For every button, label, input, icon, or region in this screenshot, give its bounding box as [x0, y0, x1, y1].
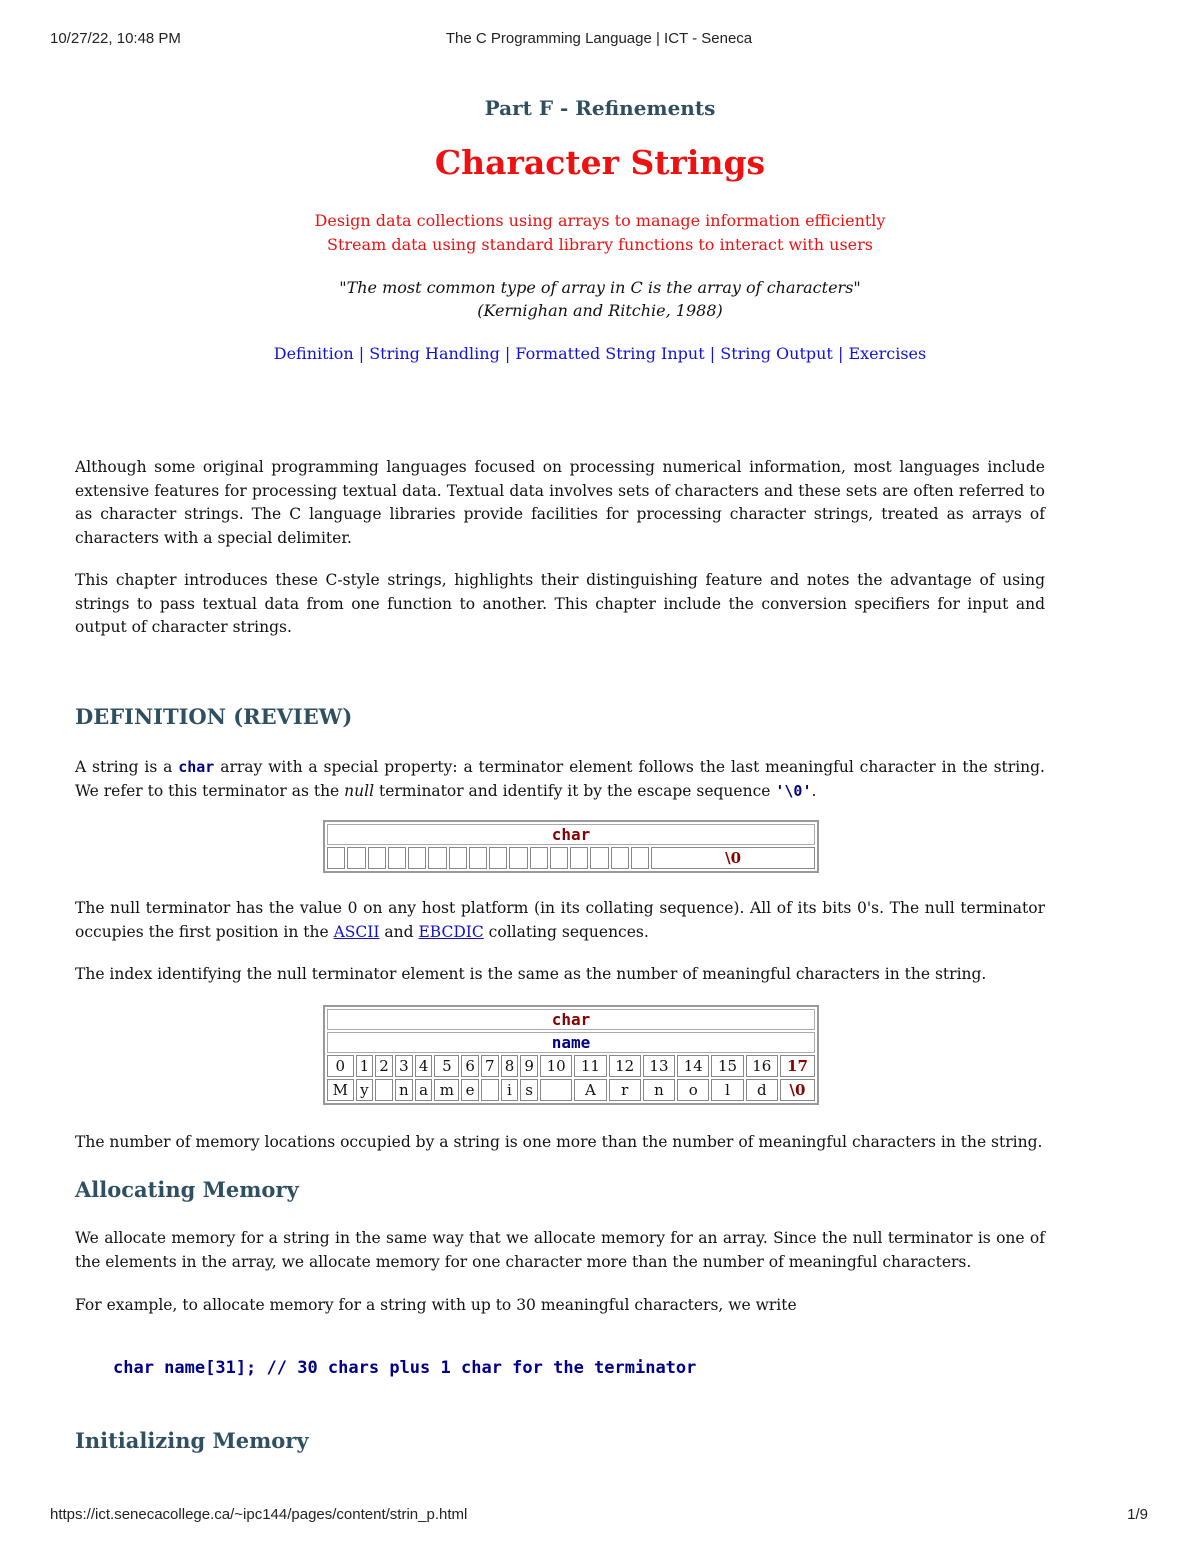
goal-line-1: Design data collections using arrays to manage information efficiently: [314, 211, 886, 230]
part-heading: Part F - Refinements: [484, 96, 716, 120]
table-variable-name: name: [327, 1032, 815, 1053]
string-memory-table: [323, 820, 819, 873]
text: array with a special property: a terminator element follows the last meaningful character in the string. We refer to this terminator as the: [75, 758, 1045, 800]
char-cell: e: [461, 1079, 479, 1101]
memory-cell: [530, 847, 548, 869]
char-cell: s: [520, 1079, 538, 1101]
index-row: [327, 1055, 815, 1077]
memory-cell: [408, 847, 426, 869]
char-cell: n: [395, 1079, 413, 1101]
memory-cell: [590, 847, 608, 869]
text: collating sequences.: [483, 922, 649, 941]
char-cell: d: [746, 1079, 778, 1101]
print-datetime: 10/27/22, 10:48 PM: [50, 30, 181, 47]
memory-cell: [469, 847, 487, 869]
table-type-label: char: [327, 824, 815, 845]
index-cell: 4: [415, 1055, 433, 1077]
text: The null terminator has the value 0 on any host platform (in its collating sequence). All of its bits 0's. The null terminator occupies the first position in the: [75, 899, 1045, 941]
memory-cell: [327, 847, 345, 869]
char-cell: [481, 1079, 499, 1101]
nav-string-handling[interactable]: String Handling: [369, 344, 500, 363]
null-emphasis: null: [344, 781, 375, 800]
index-cell: 1: [356, 1055, 374, 1077]
nav-separator: |: [358, 344, 365, 363]
print-title: The C Programming Language | ICT - Seneca: [445, 30, 753, 47]
allocating-memory-heading: Allocating Memory: [75, 1177, 299, 1202]
null-escape-code: '\0': [775, 781, 812, 800]
char-cell: A: [574, 1079, 606, 1101]
index-cell: 12: [609, 1055, 641, 1077]
nav-exercises[interactable]: Exercises: [848, 344, 927, 363]
nav-definition[interactable]: Definition: [273, 344, 354, 363]
ascii-link[interactable]: ASCII: [333, 922, 380, 941]
nav-separator: |: [504, 344, 511, 363]
table-type-label: char: [327, 1009, 815, 1030]
char-cell: o: [677, 1079, 709, 1101]
text: A string is a: [75, 758, 179, 776]
section-nav: [0, 344, 1200, 363]
index-cell: 8: [501, 1055, 519, 1077]
index-cell: 13: [643, 1055, 675, 1077]
index-cell: 14: [677, 1055, 709, 1077]
intro-paragraph-2: This chapter introduces these C-style strings, highlights their distinguishing feature and notes the advantage of using strings to pass textual data from one function to another. This chapter include the conversion specifiers for input and output of character strings.: [75, 571, 1045, 636]
initializing-memory-heading: Initializing Memory: [75, 1428, 309, 1453]
code-example: char name[31]; // 30 chars plus 1 char for the terminator: [113, 1358, 697, 1378]
nav-string-output[interactable]: String Output: [720, 344, 833, 363]
ebcdic-link[interactable]: EBCDIC: [418, 922, 484, 941]
index-cell: 17: [780, 1055, 815, 1077]
definition-paragraph-2: [75, 897, 1045, 944]
intro-paragraph-1: Although some original programming languages focused on processing numerical information, most languages include extensive features for processing textual data. Textual data involves sets of characters and these sets are often referred to as character strings. The C language libraries provide facilities for processing character strings, treated as arrays of characters with a special delimiter.: [75, 458, 1045, 547]
char-cell: [375, 1079, 393, 1101]
char-cell: n: [643, 1079, 675, 1101]
index-cell: 9: [520, 1055, 538, 1077]
memory-cell: [570, 847, 588, 869]
char-cell: i: [501, 1079, 519, 1101]
nav-separator: |: [837, 344, 844, 363]
index-cell: 10: [540, 1055, 572, 1077]
allocating-paragraph-2: For example, to allocate memory for a string with up to 30 meaningful characters, we write: [75, 1296, 797, 1314]
memory-cell: [489, 847, 507, 869]
index-cell: 16: [746, 1055, 778, 1077]
allocating-paragraph-1: We allocate memory for a string in the same way that we allocate memory for an array. Since the null terminator is one of the elements in the array, we allocate memory for one character more than the number of meaningful characters.: [75, 1229, 1045, 1271]
page-title: Character Strings: [434, 143, 766, 182]
quote-text: "The most common type of array in C is the array of characters": [339, 278, 861, 297]
nav-separator: |: [709, 344, 716, 363]
text: .: [811, 781, 817, 800]
char-keyword: char: [178, 758, 215, 776]
index-cell: 0: [327, 1055, 354, 1077]
nav-formatted-string-input[interactable]: Formatted String Input: [515, 344, 705, 363]
index-cell: 3: [395, 1055, 413, 1077]
memory-cell: [347, 847, 365, 869]
name-string-table: [323, 1005, 819, 1105]
char-cell: m: [434, 1079, 459, 1101]
memory-cell: [550, 847, 568, 869]
print-header: [50, 30, 1148, 50]
memory-cell: [611, 847, 629, 869]
print-page-number: 1/9: [1127, 1506, 1148, 1523]
char-row: [327, 1079, 815, 1101]
memory-cell: [509, 847, 527, 869]
memory-cell: [428, 847, 446, 869]
char-cell: r: [609, 1079, 641, 1101]
text: and: [379, 922, 419, 941]
index-cell: 15: [711, 1055, 743, 1077]
definition-paragraph-4: The number of memory locations occupied by a string is one more than the number of meaningful characters in the string.: [75, 1133, 1043, 1151]
definition-heading: DEFINITION (REVIEW): [75, 704, 353, 729]
definition-paragraph-1: [75, 756, 1045, 803]
null-terminator-cell: \0: [651, 847, 815, 869]
char-cell: l: [711, 1079, 743, 1101]
definition-paragraph-3: The index identifying the null terminator element is the same as the number of meaningful characters in the string.: [75, 965, 987, 983]
char-cell: y: [356, 1079, 374, 1101]
char-cell: [540, 1079, 572, 1101]
char-cell: a: [415, 1079, 433, 1101]
index-cell: 5: [434, 1055, 459, 1077]
memory-cell: [449, 847, 467, 869]
char-cell: M: [327, 1079, 354, 1101]
null-terminator-cell: \0: [780, 1079, 815, 1101]
memory-cell: [368, 847, 386, 869]
print-url: https://ict.senecacollege.ca/~ipc144/pages/content/strin_p.html: [50, 1506, 468, 1523]
index-cell: 6: [461, 1055, 479, 1077]
index-cell: 7: [481, 1055, 499, 1077]
memory-cells-row: [327, 847, 815, 869]
index-cell: 11: [574, 1055, 606, 1077]
memory-cell: [631, 847, 649, 869]
print-footer: [50, 1506, 1148, 1526]
goal-line-2: Stream data using standard library functions to interact with users: [327, 235, 873, 254]
text: terminator and identify it by the escape sequence: [374, 781, 776, 800]
quote-source: (Kernighan and Ritchie, 1988): [477, 301, 723, 320]
memory-cell: [388, 847, 406, 869]
index-cell: 2: [375, 1055, 393, 1077]
